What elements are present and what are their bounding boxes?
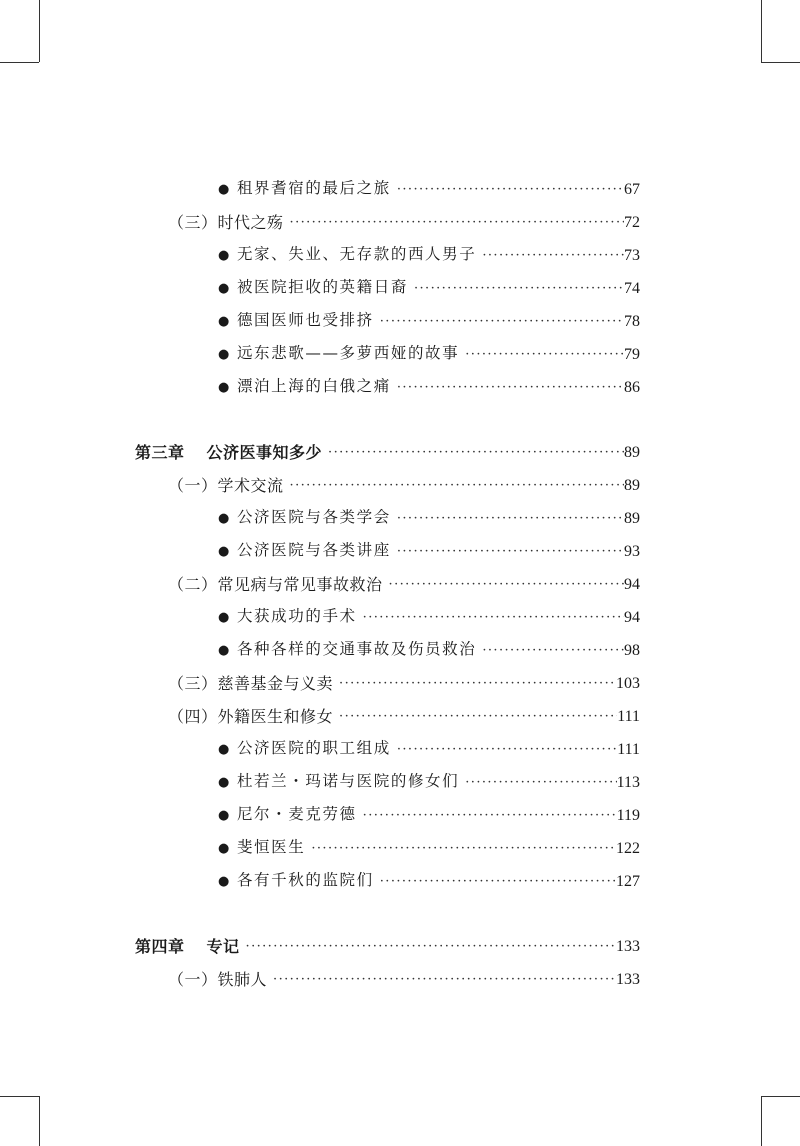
dot-leader [476,243,624,269]
toc-entry-title [168,704,333,730]
crop-mark [761,1096,800,1097]
page-number: 89 [624,477,640,494]
toc-entry-label: 常见病与常见事故救治 [217,575,383,594]
toc-entry-title [218,834,305,862]
dot-leader [374,869,616,895]
toc-entry-number: （二） [168,575,218,594]
dot-leader [391,737,617,763]
toc-entry-label: 公济医事知多少 [206,443,323,462]
toc-entry-section[interactable] [168,473,640,499]
toc-entry-title [135,934,240,960]
dot-leader [459,770,616,796]
dot-leader [374,309,624,335]
bullet-icon: ● [218,544,231,559]
toc-entry-chapter[interactable] [135,934,640,960]
toc-entry-title [218,241,476,269]
toc-entry-title [218,768,459,796]
toc-entry-label: 大获成功的手术 [236,607,357,625]
dot-leader [322,440,624,466]
toc-entry-title [218,175,391,203]
dot-leader [476,638,624,664]
page-number: 103 [616,675,640,692]
dot-leader [408,276,624,302]
page-number: 133 [616,971,640,988]
dot-leader [333,704,617,730]
toc-entry-sub[interactable] [218,243,640,269]
toc-entry-title [218,274,408,302]
toc-entry-label: 各种各样的交通事故及伤员救治 [236,640,477,658]
crop-mark [0,1096,39,1097]
toc-entry-sub[interactable] [218,770,640,796]
crop-mark [39,1096,40,1146]
toc-entry-label: 杜若兰・玛诺与医院的修女们 [236,772,460,790]
toc-entry-section[interactable] [168,572,640,598]
bullet-icon: ● [218,643,231,658]
toc-entry-sub[interactable] [218,506,640,532]
crop-mark [0,62,39,63]
toc-entry-sub[interactable] [218,803,640,829]
bullet-icon: ● [218,610,231,625]
toc-entry-label: 专记 [206,937,240,956]
toc-entry-section[interactable] [168,210,640,236]
dot-leader [333,671,616,697]
dot-leader [305,836,616,862]
toc-entry-sub[interactable] [218,638,640,664]
toc-entry-title [168,967,267,993]
toc-entry-label: 租界耆宿的最后之旅 [236,179,391,197]
toc-entry-title [168,671,333,697]
page-number: 86 [624,379,640,396]
page-number: 111 [617,741,640,758]
bullet-icon: ● [218,182,231,197]
bullet-icon: ● [218,742,231,757]
bullet-icon: ● [218,511,231,526]
dot-leader [391,539,624,565]
crop-mark [761,62,800,63]
page-number: 111 [617,708,640,725]
dot-leader [391,177,624,203]
page-number: 119 [616,807,640,824]
bullet-icon: ● [218,380,231,395]
page-number: 74 [624,280,640,297]
toc-entry-title [218,603,357,631]
page-number: 67 [624,181,640,198]
toc-entry-sub[interactable] [218,177,640,203]
toc-entry-title [218,504,391,532]
crop-mark [761,1096,762,1146]
page-number: 127 [616,873,640,890]
page-number: 89 [624,510,640,527]
page-number: 122 [616,840,640,857]
toc-entry-number: （四） [168,707,218,726]
toc-entry-section[interactable] [168,671,640,697]
dot-leader [391,506,624,532]
toc-entry-label: 远东悲歌——多萝西娅的故事 [236,344,460,362]
bullet-icon: ● [218,775,231,790]
toc-entry-label: 斐恒医生 [236,838,306,856]
page-number: 73 [624,247,640,264]
toc-entry-label: 被医院拒收的英籍日裔 [236,278,408,296]
dot-leader [240,934,616,960]
toc-entry-sub[interactable] [218,737,640,763]
toc-entry-sub[interactable] [218,375,640,401]
toc-entry-label: 各有千秋的监院们 [236,871,374,889]
toc-entry-sub[interactable] [218,605,640,631]
toc-entry-number: （一） [168,970,218,989]
dot-leader [284,473,624,499]
toc-entry-label: 公济医院与各类学会 [236,508,391,526]
bullet-icon: ● [218,314,231,329]
bullet-icon: ● [218,841,231,856]
bullet-icon: ● [218,347,231,362]
toc-entry-title [218,735,391,763]
bullet-icon: ● [218,281,231,296]
toc-entry-title [135,440,322,466]
toc-entry-section[interactable] [168,704,640,730]
page-number: 72 [624,214,640,231]
toc-entry-title [218,867,374,895]
toc-entry-number: （三） [168,213,218,232]
toc-entry-sub[interactable] [218,276,640,302]
toc-entry-label: 德国医师也受排挤 [236,311,374,329]
toc-entry-chapter[interactable] [135,440,640,466]
dot-leader [284,210,624,236]
page-number: 78 [624,313,640,330]
crop-mark [39,0,40,62]
dot-leader [267,967,616,993]
toc-entry-sub[interactable] [218,836,640,862]
bullet-icon: ● [218,808,231,823]
toc-entry-label: 漂泊上海的白俄之痛 [236,377,391,395]
dot-leader [459,342,624,368]
toc-entry-sub[interactable] [218,539,640,565]
toc-entry-sub[interactable] [218,309,640,335]
page-number: 133 [616,938,640,955]
toc-entry-section[interactable] [168,967,640,993]
toc-entry-sub[interactable] [218,342,640,368]
toc-entry-title [218,307,374,335]
toc-entry-sub[interactable] [218,869,640,895]
toc-entry-label: 时代之殇 [217,213,284,232]
toc-entry-label: 外籍医生和修女 [217,707,334,726]
toc-entry-title [168,210,284,236]
toc-entry-number: 第四章 [135,937,185,956]
page-number: 113 [616,774,640,791]
toc-entry-label: 学术交流 [217,476,284,495]
toc-entry-number: （一） [168,476,218,495]
toc-entry-number: 第三章 [135,443,185,462]
toc-entry-label: 无家、失业、无存款的西人男子 [236,245,477,263]
page-number: 89 [624,444,640,461]
toc-entry-title [218,537,391,565]
page-number: 94 [624,576,640,593]
toc-entry-title [168,572,383,598]
toc-entry-title [218,801,357,829]
bullet-icon: ● [218,874,231,889]
dot-leader [357,803,617,829]
toc-entry-title [218,373,391,401]
toc-entry-title [168,473,284,499]
bullet-icon: ● [218,248,231,263]
crop-mark [761,0,762,62]
toc-entry-label: 铁肺人 [217,970,268,989]
page-number: 98 [624,642,640,659]
toc-entry-label: 公济医院与各类讲座 [236,541,391,559]
page-number: 93 [624,543,640,560]
toc-entry-label: 慈善基金与义卖 [217,674,334,693]
page-number: 79 [624,346,640,363]
toc-entry-label: 公济医院的职工组成 [236,739,391,757]
toc-entry-title [218,636,476,664]
dot-leader [383,572,624,598]
toc-entry-title [218,340,459,368]
toc-entry-label: 尼尔・麦克劳德 [236,805,357,823]
page-number: 94 [624,609,640,626]
toc-entry-number: （三） [168,674,218,693]
dot-leader [357,605,624,631]
dot-leader [391,375,624,401]
